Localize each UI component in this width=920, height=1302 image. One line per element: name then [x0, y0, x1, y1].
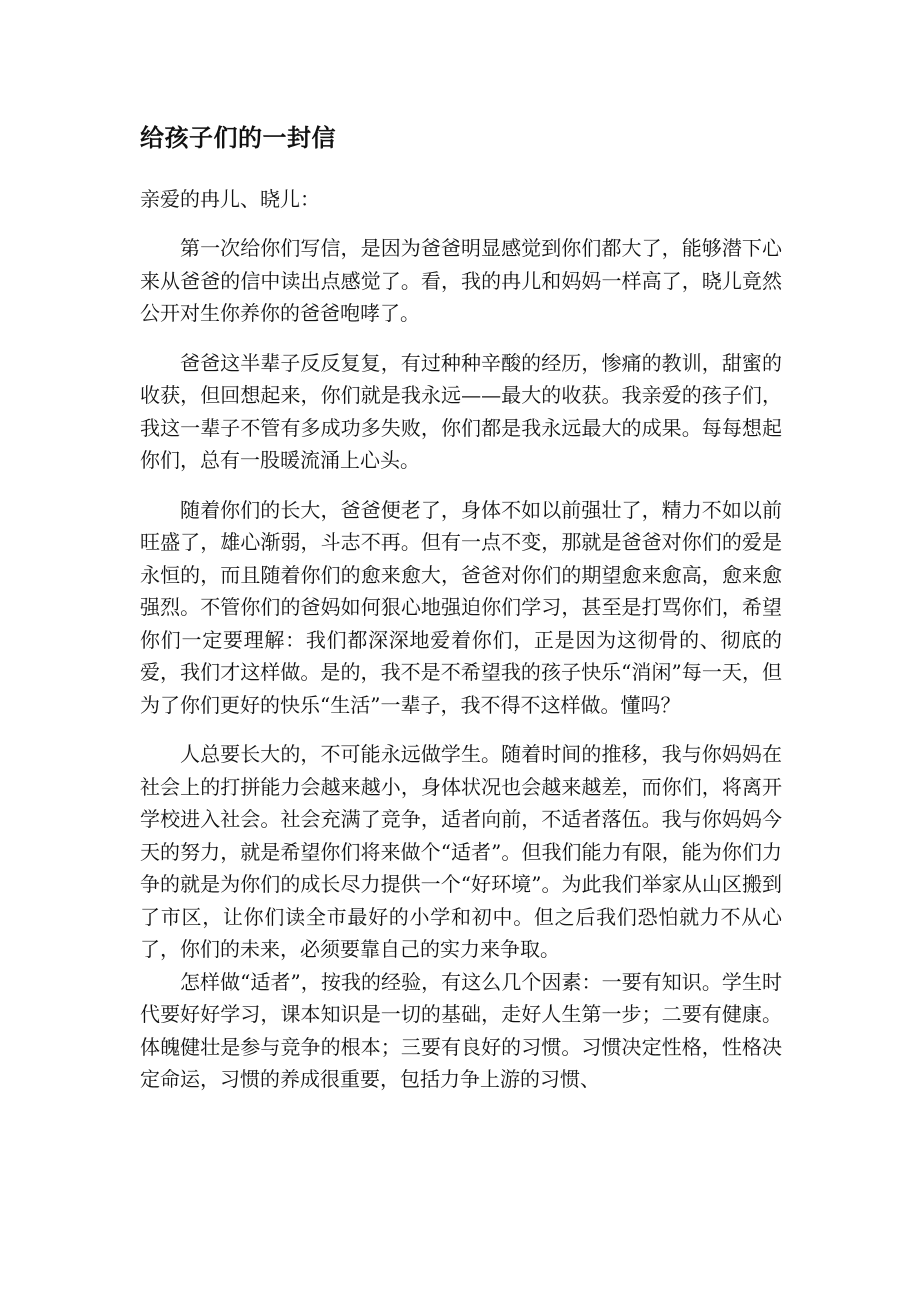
- paragraph-5: 怎样做“适者”，按我的经验，有这么几个因素：一要有知识。学生时代要好好学习，课本知识是一切的基础，走好人生第一步；二要有健康。体魄健壮是参与竞争的根本；三要有良好的习惯。习惯决定性格，性格决定命运，习惯的养成很重要，包括力争上游的习惯、: [140, 969, 782, 1091]
- paragraph-1: 第一次给你们写信，是因为爸爸明显感觉到你们都大了，能够潜下心来从爸爸的信中读出点感觉了。看，我的冉儿和妈妈一样高了，晓儿竟然公开对生你养你的爸爸咆哮了。: [140, 236, 782, 325]
- letter-title: 给孩子们的一封信: [140, 124, 336, 152]
- paragraph-2: 爸爸这半辈子反反复复，有过种种辛酸的经历，惨痛的教训，甜蜜的收获，但回想起来，你们就是我永远——最大的收获。我亲爱的孩子们，我这一辈子不管有多成功多失败，你们都是我永远最大的成果。每每想起你们，总有一股暖流涌上心头。: [140, 350, 782, 472]
- paragraph-3: 随着你们的长大，爸爸便老了，身体不如以前强壮了，精力不如以前旺盛了，雄心渐弱，斗志不再。但有一点不变，那就是爸爸对你们的爱是永恒的，而且随着你们的愈来愈大，爸爸对你们的期望愈来愈高，愈来愈强烈。不管你们的爸妈如何狠心地强迫你们学习，甚至是打骂你们，希望你们一定要理解：我们都深深地爱着你们，正是因为这彻骨的、彻底的爱，我们才这样做。是的，我不是不希望我的孩子快乐“消闲”每一天，但为了你们更好的快乐“生活”一辈子，我不得不这样做。懂吗？: [140, 497, 782, 717]
- letter-body: [140, 116, 782, 1096]
- paragraph-4: 人总要长大的，不可能永远做学生。随着时间的推移，我与你妈妈在社会上的打拼能力会越来越小，身体状况也会越来越差，而你们，将离开学校进入社会。社会充满了竞争，适者向前，不适者落伍。我与你妈妈今天的努力，就是希望你们将来做个“适者”。但我们能力有限，能为你们力争的就是为你们的成长尽力提供一个“好环境”。为此我们举家从山区搬到了市区，让你们读全市最好的小学和初中。但之后我们恐怕就力不从心了，你们的未来，必须要靠自己的实力来争取。: [140, 742, 782, 961]
- letter-greeting: 亲爱的冉儿、晓儿：: [140, 187, 320, 211]
